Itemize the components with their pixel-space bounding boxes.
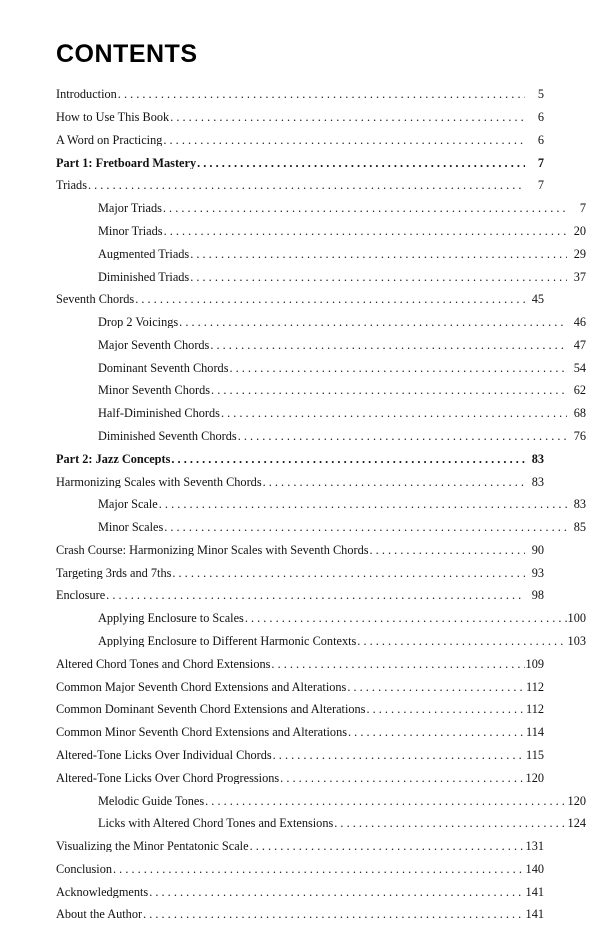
toc-dot-leader <box>210 339 567 351</box>
toc-entry-label: Visualizing the Minor Pentatonic Scale <box>56 840 249 853</box>
table-of-contents <box>56 83 586 926</box>
toc-entry[interactable] <box>56 106 544 129</box>
toc-dot-leader <box>347 681 525 693</box>
toc-dot-leader <box>179 316 567 328</box>
toc-dot-leader <box>271 658 524 670</box>
toc-entry-label: A Word on Practicing <box>56 133 163 147</box>
toc-entry-label: Acknowledgments <box>56 885 149 898</box>
toc-entry[interactable] <box>56 744 544 767</box>
toc-entry-page: 140 <box>525 861 544 876</box>
toc-entry[interactable] <box>56 265 586 288</box>
toc-dot-leader <box>170 111 525 123</box>
toc-dot-leader <box>263 476 525 488</box>
toc-entry-page: 98 <box>531 588 544 603</box>
toc-dot-leader <box>143 908 524 920</box>
page-title: CONTENTS <box>56 40 198 68</box>
toc-entry[interactable] <box>56 334 586 357</box>
toc-dot-leader <box>171 453 525 465</box>
toc-entry[interactable] <box>56 356 586 379</box>
toc-entry-label: Crash Course: Harmonizing Minor Scales with Seventh Chords <box>56 543 369 557</box>
toc-entry-page: 103 <box>567 634 586 649</box>
toc-entry-page: 120 <box>525 770 544 785</box>
toc-entry-page: 93 <box>531 565 544 580</box>
toc-entry-page: 141 <box>525 907 544 922</box>
toc-entry-label: About the Author <box>56 908 143 921</box>
toc-dot-leader <box>106 589 525 601</box>
toc-entry-label: Drop 2 Voicings <box>98 316 179 329</box>
toc-entry[interactable] <box>56 698 544 721</box>
toc-dot-leader <box>280 772 524 784</box>
toc-entry-page: 83 <box>531 474 544 489</box>
toc-entry-label: Major Triads <box>98 202 162 215</box>
toc-entry-page: 90 <box>531 542 544 557</box>
toc-entry-label: Conclusion <box>56 862 113 876</box>
toc-entry-label: Applying Enclosure to Different Harmonic Contexts <box>98 635 357 648</box>
toc-entry[interactable] <box>56 766 544 789</box>
toc-dot-leader <box>88 179 525 191</box>
toc-entry-page: 131 <box>525 839 544 854</box>
toc-entry-page: 83 <box>531 451 544 466</box>
toc-entry-label: Altered-Tone Licks Over Individual Chords <box>56 748 272 762</box>
toc-dot-leader <box>348 726 525 738</box>
toc-entry[interactable] <box>56 379 586 402</box>
toc-dot-leader <box>135 293 525 305</box>
toc-entry-page: 112 <box>526 702 544 717</box>
toc-dot-leader <box>190 248 567 260</box>
toc-entry[interactable] <box>56 151 544 174</box>
toc-dot-leader <box>211 384 567 396</box>
toc-entry-label: Enclosure <box>56 589 106 602</box>
toc-dot-leader <box>334 817 566 829</box>
toc-entry[interactable] <box>56 242 586 265</box>
toc-entry[interactable] <box>56 835 544 858</box>
toc-entry-label: Major Scale <box>98 498 158 511</box>
toc-entry[interactable] <box>56 288 544 311</box>
toc-dot-leader <box>197 157 525 169</box>
toc-entry-page: 46 <box>573 315 586 330</box>
toc-entry-label: Common Dominant Seventh Chord Extensions and Alterations <box>56 703 366 716</box>
toc-entry-label: Augmented Triads <box>98 247 190 261</box>
toc-dot-leader <box>164 225 567 237</box>
toc-entry-label: Licks with Altered Chord Tones and Extensions <box>98 817 334 830</box>
toc-dot-leader <box>366 703 525 715</box>
toc-entry-label: Half-Diminished Chords <box>98 407 220 420</box>
toc-entry-page: 20 <box>573 223 586 238</box>
toc-entry-page: 37 <box>573 269 586 284</box>
toc-dot-leader <box>245 612 567 624</box>
toc-entry-page: 85 <box>573 520 586 535</box>
toc-entry[interactable] <box>56 675 544 698</box>
toc-entry[interactable] <box>56 721 544 744</box>
toc-dot-leader <box>190 271 567 283</box>
toc-entry-label: Seventh Chords <box>56 293 135 306</box>
toc-entry[interactable] <box>56 630 586 653</box>
toc-entry-page: 141 <box>525 884 544 899</box>
toc-entry-label: Minor Triads <box>98 224 163 238</box>
toc-entry-page: 47 <box>573 337 586 352</box>
toc-entry[interactable] <box>56 311 586 334</box>
toc-entry-label: Minor Scales <box>98 521 164 534</box>
toc-entry-page: 114 <box>526 725 544 740</box>
toc-entry-page: 5 <box>537 87 544 102</box>
toc-entry-page: 7 <box>537 155 544 170</box>
toc-entry[interactable] <box>56 812 586 835</box>
toc-entry[interactable] <box>56 129 544 152</box>
toc-entry-label: Common Major Seventh Chord Extensions and Alterations <box>56 680 347 693</box>
toc-entry-page: 7 <box>537 178 544 193</box>
toc-entry[interactable] <box>56 789 586 812</box>
toc-entry-label: Dominant Seventh Chords <box>98 361 229 374</box>
toc-entry[interactable] <box>56 493 586 516</box>
toc-entry-page: 112 <box>526 679 544 694</box>
toc-entry-label: Altered Chord Tones and Chord Extensions <box>56 657 271 671</box>
toc-entry-page: 45 <box>531 292 544 307</box>
toc-entry-label: Part 1: Fretboard Mastery <box>56 156 197 169</box>
toc-entry-label: Diminished Triads <box>98 270 190 283</box>
toc-entry-page: 100 <box>567 611 586 626</box>
toc-entry[interactable] <box>56 561 544 584</box>
toc-entry[interactable] <box>56 174 544 197</box>
toc-entry-page: 7 <box>579 201 586 216</box>
toc-dot-leader <box>164 521 567 533</box>
toc-entry-page: 54 <box>573 360 586 375</box>
toc-entry-page: 115 <box>526 747 544 762</box>
toc-dot-leader <box>370 544 525 556</box>
toc-entry-label: Minor Seventh Chords <box>98 384 211 397</box>
toc-entry-page: 6 <box>537 132 544 147</box>
toc-entry-label: Introduction <box>56 88 117 101</box>
toc-entry-page: 29 <box>573 246 586 261</box>
toc-entry[interactable] <box>56 448 544 471</box>
toc-entry[interactable] <box>56 858 544 881</box>
toc-entry-page: 124 <box>567 816 586 831</box>
toc-entry-page: 6 <box>537 110 544 125</box>
toc-entry-page: 109 <box>525 656 544 671</box>
toc-entry-page: 68 <box>573 406 586 421</box>
toc-dot-leader <box>172 567 525 579</box>
toc-dot-leader <box>159 498 567 510</box>
toc-entry-page: 83 <box>573 497 586 512</box>
toc-dot-leader <box>273 749 525 761</box>
toc-entry[interactable] <box>56 653 544 676</box>
toc-dot-leader <box>357 635 566 647</box>
toc-entry-label: Part 2: Jazz Concepts <box>56 452 171 466</box>
toc-entry[interactable] <box>56 402 586 425</box>
toc-entry-page: 120 <box>567 793 586 808</box>
toc-entry-label: Triads <box>56 179 87 192</box>
toc-dot-leader <box>118 88 525 100</box>
toc-dot-leader <box>229 362 567 374</box>
toc-entry-label: Melodic Guide Tones <box>98 794 205 807</box>
toc-entry[interactable] <box>56 425 586 448</box>
toc-entry[interactable] <box>56 880 544 903</box>
toc-entry-label: Targeting 3rds and 7ths <box>56 566 172 579</box>
toc-dot-leader <box>221 407 567 419</box>
toc-dot-leader <box>113 863 525 875</box>
toc-entry[interactable] <box>56 83 544 106</box>
toc-entry[interactable] <box>56 470 544 493</box>
toc-entry[interactable] <box>56 539 544 562</box>
toc-entry[interactable] <box>56 584 544 607</box>
toc-entry-label: Harmonizing Scales with Seventh Chords <box>56 475 262 488</box>
toc-entry-label: Applying Enclosure to Scales <box>98 612 244 625</box>
toc-entry[interactable] <box>56 197 586 220</box>
toc-entry-label: Altered-Tone Licks Over Chord Progressions <box>56 771 280 785</box>
toc-entry-page: 76 <box>573 429 586 444</box>
toc-entry-label: How to Use This Book <box>56 111 170 124</box>
toc-entry[interactable] <box>56 903 544 926</box>
toc-entry[interactable] <box>56 607 586 630</box>
toc-dot-leader <box>205 795 566 807</box>
toc-dot-leader <box>163 134 525 146</box>
toc-dot-leader <box>250 840 525 852</box>
toc-entry-label: Diminished Seventh Chords <box>98 430 237 443</box>
toc-dot-leader <box>163 202 567 214</box>
toc-dot-leader <box>238 430 567 442</box>
toc-dot-leader <box>149 886 524 898</box>
toc-entry-label: Major Seventh Chords <box>98 338 210 352</box>
toc-entry[interactable] <box>56 220 586 243</box>
toc-entry[interactable] <box>56 516 586 539</box>
toc-entry-label: Common Minor Seventh Chord Extensions and Alterations <box>56 726 348 739</box>
toc-entry-page: 62 <box>573 383 586 398</box>
